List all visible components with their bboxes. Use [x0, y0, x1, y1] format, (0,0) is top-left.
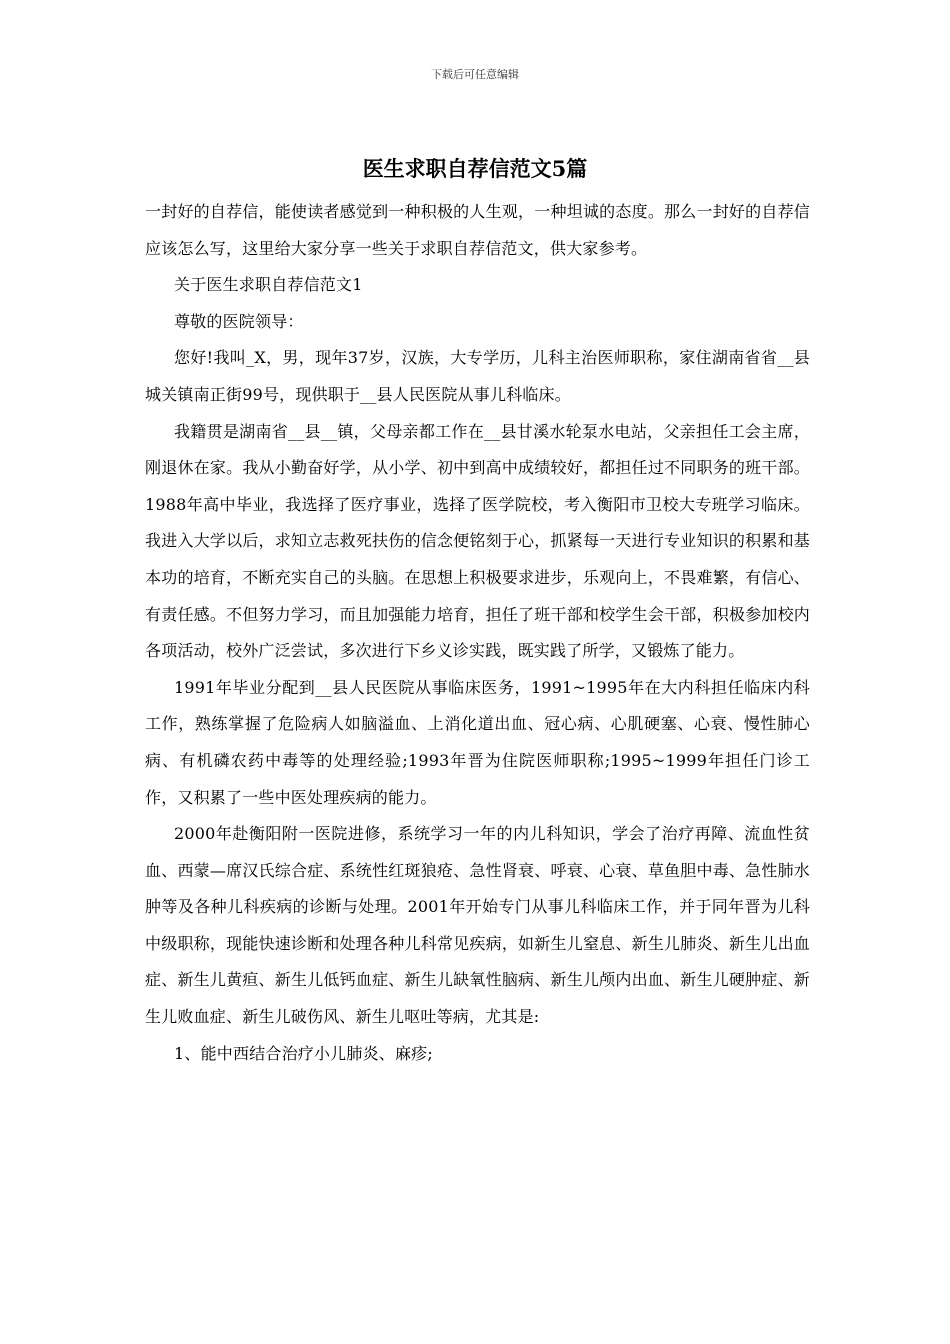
paragraph-advanced-training: 2000年赴衡阳附一医院进修，系统学习一年的内儿科知识，学会了治疗再障、流血性贫血、西蒙—席汉氏综合症、系统性红斑狼疮、急性肾衰、呼衰、心衰、草鱼胆中毒、急性肺水肿等及各种儿科疾病的诊断与处理。2001年开始专门从事儿科临床工作，并于同年晋为儿科中级职称，现能快速诊断和处理各种儿科常见疾病，如新生儿窒息、新生儿肺炎、新生儿出血症、新生儿黄疸、新生儿低钙血症、新生儿缺氧性脑病、新生儿颅内出血、新生儿硬肿症、新生儿败血症、新生儿破伤风、新生儿呕吐等病，尤其是:	[145, 824, 810, 1027]
header-note: 下载后可任意编辑	[431, 68, 519, 81]
paragraph-list-item-1: 1、能中西结合治疗小儿肺炎、麻疹;	[174, 1043, 433, 1063]
document-title: 医生求职自荐信范文5篇	[362, 156, 588, 181]
paragraph-early-career: 1991年毕业分配到__县人民医院从事临床医务，1991~1995年在大内科担任临床内科工作，熟练掌握了危险病人如脑溢血、上消化道出血、冠心病、心肌硬塞、心衰、慢性肺心病、有机磷农药中毒等的处理经验;1993年晋为住院医师职称;1995~1999年担任门诊工作，又积累了一些中医处理疾病的能力。	[145, 677, 810, 807]
paragraph-self-intro: 您好!我叫_X，男，现年37岁，汉族，大专学历，儿科主治医师职称，家住湖南省省__县城关镇南正街99号，现供职于__县人民医院从事儿科临床。	[145, 348, 810, 404]
document-body	[145, 194, 810, 1072]
paragraph-intro: 一封好的自荐信，能使读者感觉到一种积极的人生观，一种坦诚的态度。那么一封好的自荐信应该怎么写，这里给大家分享一些关于求职自荐信范文，供大家参考。	[145, 202, 810, 258]
paragraph-section-heading: 关于医生求职自荐信范文1	[174, 275, 363, 295]
paragraph-background: 我籍贯是湖南省__县__镇，父母亲都工作在__县甘溪水轮泵水电站，父亲担任工会主席，刚退休在家。我从小勤奋好学，从小学、初中到高中成绩较好，都担任过不同职务的班干部。1988年高中毕业，我选择了医疗事业，选择了医学院校，考入衡阳市卫校大专班学习临床。我进入大学以后，求知立志救死扶伤的信念便铭刻于心，抓紧每一天进行专业知识的积累和基本功的培育，不断充实自己的头脑。在思想上积极要求进步，乐观向上，不畏难繁，有信心、有责任感。不但努力学习，而且加强能力培育，担任了班干部和校学生会干部，积极参加校内各项活动，校外广泛尝试，多次进行下乡义诊实践，既实践了所学，又锻炼了能力。	[145, 421, 810, 661]
paragraph-salutation: 尊敬的医院领导：	[174, 311, 304, 331]
